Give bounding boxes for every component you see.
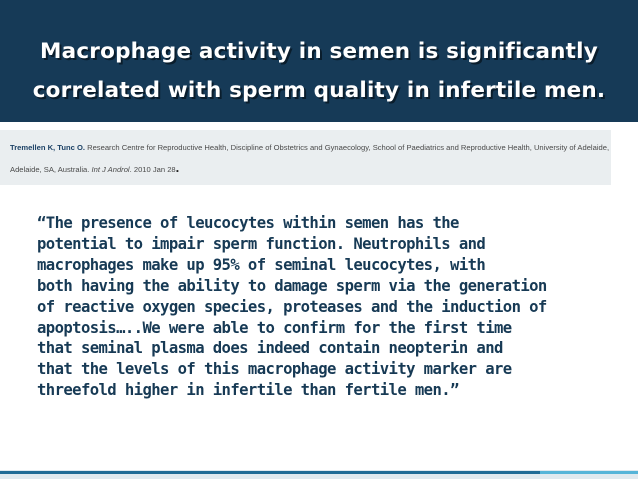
citation-affiliation: Research Centre for Reproductive Health, Discipline of Obstetrics and Gynaecology, School of Paediatrics and Reproductive Health, University of Adelaide, Adelaide, SA, Australia. <box>10 143 610 174</box>
citation-journal: Int J Androl <box>91 165 130 174</box>
citation-date: . 2010 Jan 28 <box>129 165 176 174</box>
quote-block <box>37 213 627 401</box>
slide-title <box>0 32 638 110</box>
quote-line: that the levels of this macrophage activity marker are <box>37 360 512 379</box>
quote-line: both having the ability to damage sperm via the generation <box>37 276 547 295</box>
quote-line: “The presence of leucocytes within semen has the <box>37 214 459 232</box>
accent-segment-dark <box>0 471 540 474</box>
quote-line: apoptosis…..We were able to confirm for the first time <box>37 318 512 337</box>
slide-title-line: Macrophage activity in semen is significantly <box>40 39 598 64</box>
bottom-accent-bar <box>0 470 638 479</box>
quote-line: threefold higher in infertile than fertile men.” <box>37 381 459 400</box>
citation <box>10 138 610 180</box>
quote-line: potential to impair sperm function. Neutrophils and <box>37 234 486 253</box>
quote-line: that seminal plasma does indeed contain neopterin and <box>37 339 503 358</box>
quote-line: of reactive oxygen species, proteases and the induction of <box>37 297 547 316</box>
citation-authors: Tremellen K, Tunc O. <box>10 143 85 152</box>
citation-period: . <box>175 160 180 175</box>
accent-segment-light <box>540 471 638 474</box>
slide-title-line: correlated with sperm quality in infertile men. <box>32 78 606 103</box>
quote-line: macrophages make up 95% of seminal leucocytes, with <box>37 255 486 274</box>
